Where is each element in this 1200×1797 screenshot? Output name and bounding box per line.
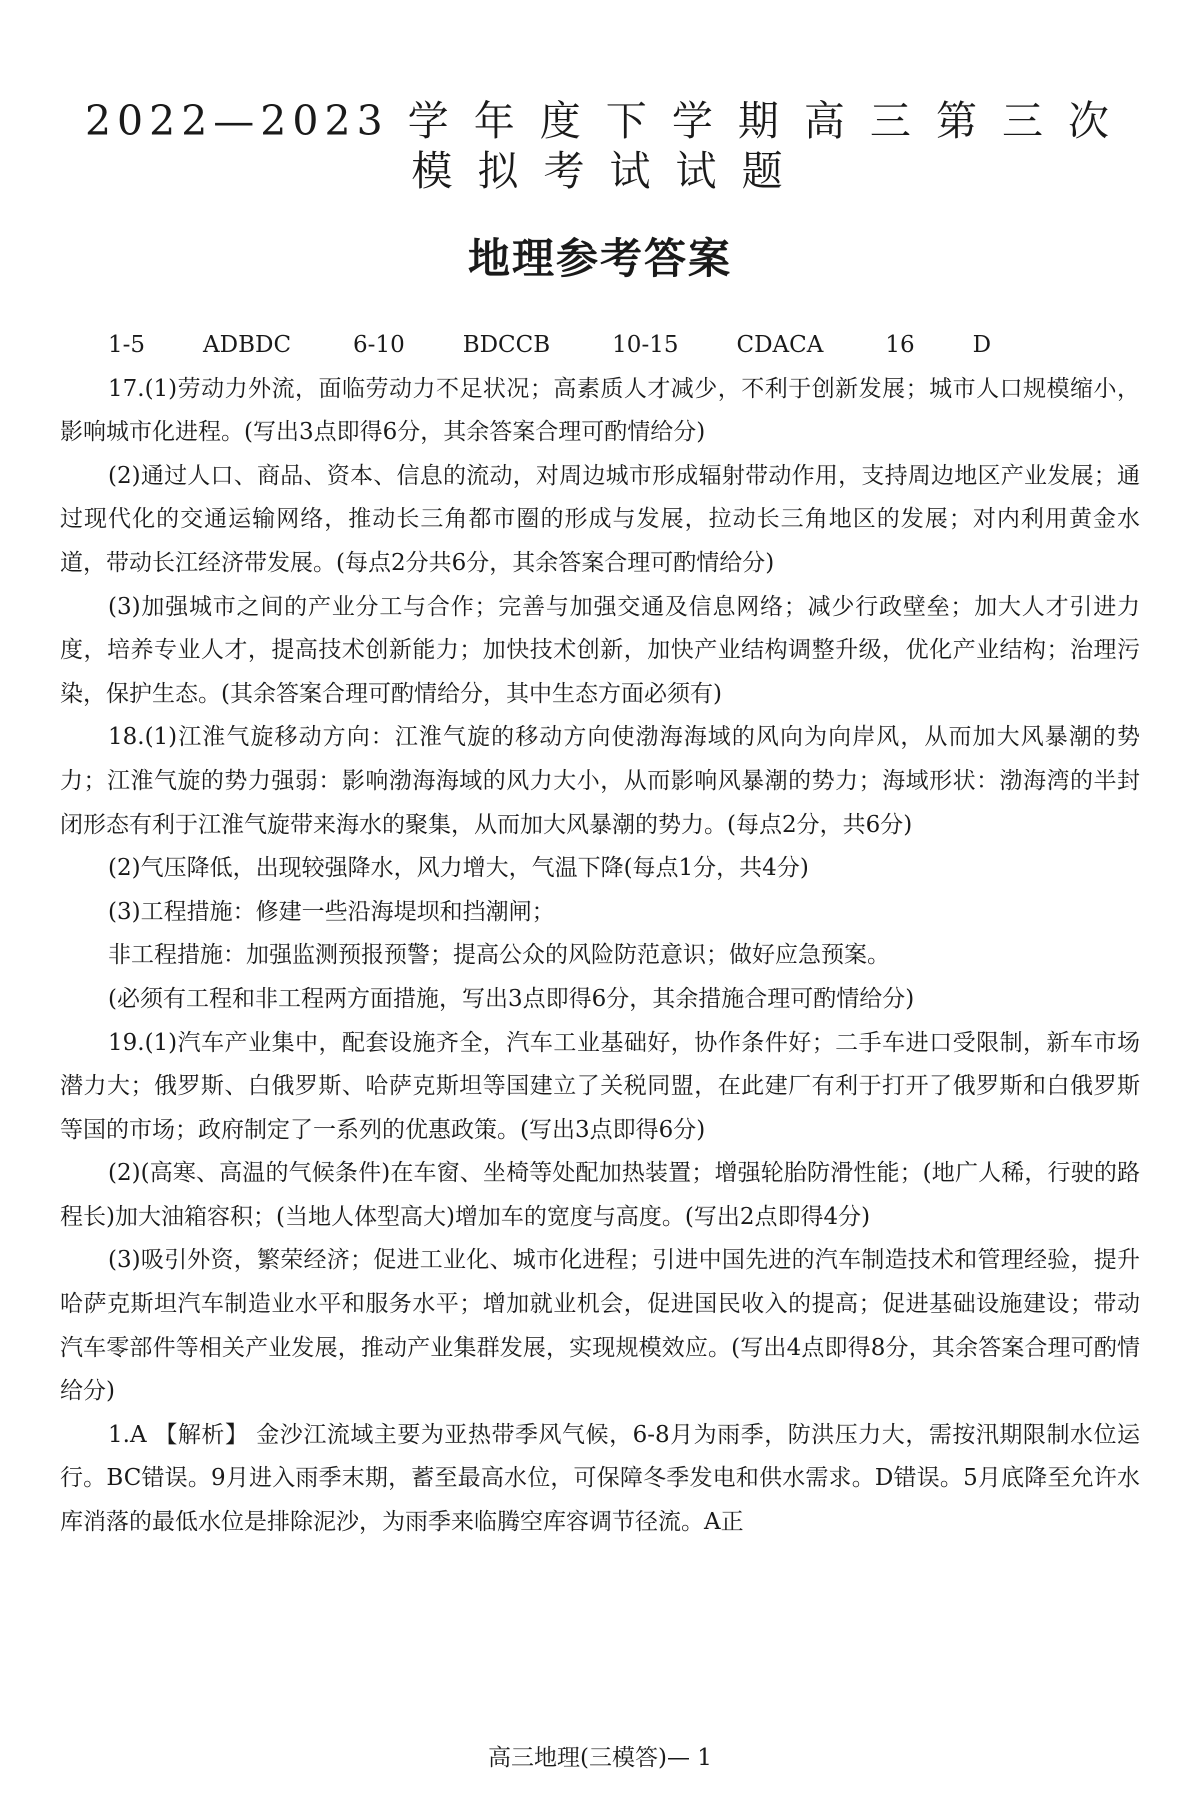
answer-18-3-engineering: (3)工程措施：修建一些沿海堤坝和挡潮闸；	[108, 898, 555, 925]
answer-range-1-5: 1-5	[108, 332, 146, 358]
page-footer: 高三地理(三模答)— 1	[488, 1745, 712, 1771]
answer-19-1: 19.(1)汽车产业集中，配套设施齐全，汽车工业基础好，协作条件好；二手车进口受限制，新车市场潜力大；俄罗斯、白俄罗斯、哈萨克斯坦等国建立了关税同盟，在此建厂有利于打开了俄罗斯和白俄罗斯等国的市场；政府制定了一系列的优惠政策。(写出3点即得6分)	[60, 1029, 1140, 1143]
answer-letter-16: D	[972, 332, 992, 358]
answer-18-1: 18.(1)江淮气旋移动方向：江淮气旋的移动方向使渤海海域的风向为向岸风，从而加大风暴潮的势力；江淮气旋的势力强弱：影响渤海海域的风力大小，从而影响风暴潮的势力；海域形状：渤海湾的半封闭形态有利于江淮气旋带来海水的聚集，从而加大风暴潮的势力。(每点2分，共6分)	[60, 724, 1140, 838]
answer-19-3: (3)吸引外资，繁荣经济；促进工业化、城市化进程；引进中国先进的汽车制造技术和管理经验，提升哈萨克斯坦汽车制造业水平和服务水平；增加就业机会，促进国民收入的提高；促进基础设施建设；带动汽车零部件等相关产业发展，推动产业集群发展，实现规模效应。(写出4点即得8分，其余答案合理可酌情给分)	[60, 1247, 1140, 1405]
answer-letters-1-5: ADBDC	[203, 332, 292, 358]
answer-letters-10-15: CDACA	[736, 332, 824, 358]
answer-page	[60, 96, 1140, 1786]
answer-18-3-note: (必须有工程和非工程两方面措施，写出3点即得6分，其余措施合理可酌情给分)	[108, 985, 915, 1012]
answer-body	[60, 324, 1140, 1545]
answer-range-16: 16	[885, 332, 915, 358]
explanation-1: 1.A 【解析】 金沙江流域主要为亚热带季风气候，6-8月为雨季，防洪压力大，需按汛期限制水位运行。BC错误。9月进入雨季末期，蓄至最高水位，可保障冬季发电和供水需求。D错误。5月底降至允许水库消落的最低水位是排除泥沙，为雨季来临腾空库容调节径流。A正	[60, 1421, 1140, 1536]
answer-range-10-15: 10-15	[612, 332, 679, 358]
answer-key-title: 地理参考答案	[467, 234, 732, 283]
answer-19-2: (2)(高寒、高温的气候条件)在车窗、坐椅等处配加热装置；增强轮胎防滑性能；(地广人稀，行驶的路程长)加大油箱容积；(当地人体型高大)增加车的宽度与高度。(写出2点即得4分)	[60, 1160, 1140, 1230]
answer-17-3: (3)加强城市之间的产业分工与合作；完善与加强交通及信息网络；减少行政壁垒；加大人才引进力度，培养专业人才，提高技术创新能力；加快技术创新，加快产业结构调整升级，优化产业结构；治理污染，保护生态。(其余答案合理可酌情给分，其中生态方面必须有)	[60, 593, 1140, 707]
answer-17-1: 17.(1)劳动力外流，面临劳动力不足状况；高素质人才减少，不利于创新发展；城市人口规模缩小，影响城市化进程。(写出3点即得6分，其余答案合理可酌情给分)	[60, 375, 1140, 446]
multiple-choice-answers	[60, 324, 1140, 368]
answer-18-3-non-engineering: 非工程措施：加强监测预报预警；提高公众的风险防范意识；做好应急预案。	[108, 942, 890, 969]
answer-letters-6-10: BDCCB	[462, 332, 551, 358]
answer-range-6-10: 6-10	[353, 332, 405, 358]
exam-title: 2022—2023 学 年 度 下 学 期 高 三 第 三 次 模 拟 考 试 试 题	[84, 97, 1116, 195]
answer-18-2: (2)气压降低，出现较强降水，风力增大，气温下降(每点1分，共4分)	[108, 855, 809, 882]
answer-17-2: (2)通过人口、商品、资本、信息的流动，对周边城市形成辐射带动作用，支持周边地区产业发展；通过现代化的交通运输网络，推动长三角都市圈的形成与发展，拉动长三角地区的发展；对内利用黄金水道，带动长江经济带发展。(每点2分共6分，其余答案合理可酌情给分)	[60, 462, 1140, 576]
